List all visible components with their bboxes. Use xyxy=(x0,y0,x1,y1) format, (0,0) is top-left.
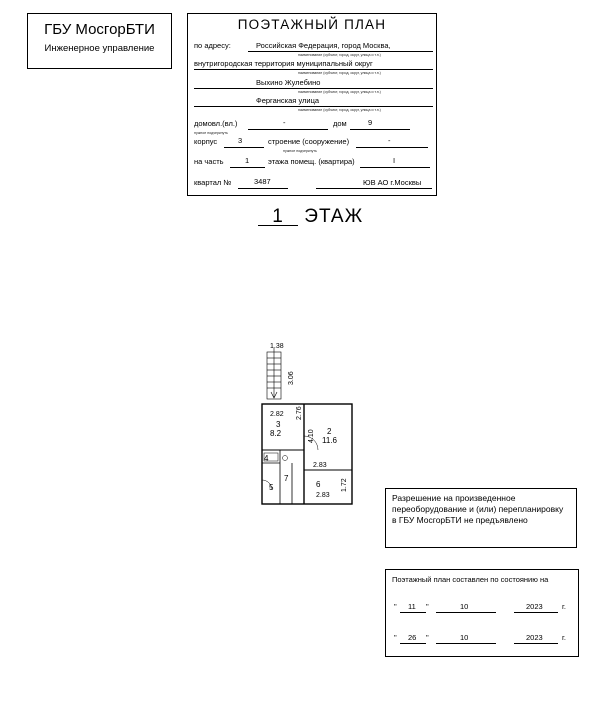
address-line-4: Ферганская улица xyxy=(256,96,320,105)
chast-label: на часть xyxy=(194,157,224,166)
hint-2: наименование (субъект, город, округ, улица и т.п.) xyxy=(298,71,381,75)
etazh-value: I xyxy=(393,156,396,165)
korpus-label: корпус xyxy=(194,137,218,146)
stroenie-label: строение (сооружение) xyxy=(268,137,350,146)
hint-1: наименование (субъект, город, округ, улица и т.п.) xyxy=(298,53,381,57)
permission-text: Разрешение на произведенное переоборудование и (или) перепланировку в ГБУ МосгорБТИ не предъявлено xyxy=(392,493,564,525)
dim-room6-w-top: 2.83 xyxy=(313,462,327,469)
room-2-area: 11.6 xyxy=(322,436,337,445)
org-name: ГБУ МосгорБТИ xyxy=(44,21,155,38)
dom-value: 9 xyxy=(368,118,373,127)
room-6-num: 6 xyxy=(316,480,321,489)
stamp-title: Поэтажный план составлен по состоянию на xyxy=(392,575,549,584)
room-2-num: 2 xyxy=(327,427,332,436)
room-3-area: 8.2 xyxy=(270,429,282,438)
kvartal-label: квартал № xyxy=(194,178,232,187)
address-line-1: Российская Федерация, город Москва, xyxy=(256,41,391,50)
chast-value: 1 xyxy=(245,156,250,165)
domovl-value: - xyxy=(283,118,286,127)
permission-box xyxy=(385,488,577,548)
dim-room6-w-bot: 2.83 xyxy=(316,492,330,499)
date2-day: 26 xyxy=(408,633,417,642)
office: ЮВ АО г.Москвы xyxy=(363,178,422,187)
address-line-3: Выхино Жулебино xyxy=(256,78,321,87)
floor-plan-header xyxy=(187,13,437,196)
hint-underline-2: нужное подчеркнуть xyxy=(283,149,317,153)
dim-room2-h: 4.10 xyxy=(308,429,315,443)
dim-room3-w: 2.82 xyxy=(270,411,284,418)
dim-room6-h: 1.72 xyxy=(341,478,348,492)
dim-stair-h: 3.06 xyxy=(288,371,295,385)
kvartal-value: 3487 xyxy=(254,177,271,186)
date-stamp-box: Поэтажный план составлен по состоянию на " 11 " 10 2023 г. " 26 " 10 2023 г. xyxy=(385,569,579,657)
hint-underline-1: нужное подчеркнуть xyxy=(194,131,228,135)
floor-word: ЭТАЖ xyxy=(304,206,364,227)
domovl-label: домовл.(вл.) xyxy=(194,119,238,128)
header-title: ПОЭТАЖНЫЙ ПЛАН xyxy=(237,17,387,32)
floor-label xyxy=(258,206,363,228)
room-4-num: 4 xyxy=(264,454,269,463)
floor-plan-drawing xyxy=(240,340,370,520)
date1-day: 11 xyxy=(408,602,416,611)
date1-suffix: г. xyxy=(562,602,566,611)
date1-month: 10 xyxy=(460,602,469,611)
room-3-num: 3 xyxy=(276,420,281,429)
hint-3: наименование (субъект, город, округ, улица и т.п.) xyxy=(298,90,381,94)
hint-4: наименование (субъект, город, округ, улица и т.п.) xyxy=(298,108,381,112)
org-department: Инженерное управление xyxy=(44,43,155,54)
org-box xyxy=(27,13,172,69)
room-7-num: 7 xyxy=(284,474,289,483)
date1-year: 2023 xyxy=(526,602,543,611)
date2-month: 10 xyxy=(460,633,469,642)
date2-suffix: г. xyxy=(562,633,566,642)
floor-number: 1 xyxy=(258,208,298,226)
address-label: по адресу: xyxy=(194,41,231,50)
date2-year: 2023 xyxy=(526,633,543,642)
etazh-label: этажа помещ. (квартира) xyxy=(268,157,355,166)
dom-label: дом xyxy=(333,119,347,128)
korpus-value: 3 xyxy=(238,136,243,145)
stroenie-value: - xyxy=(388,136,391,145)
address-line-2: внутригородская территория муниципальный округ xyxy=(194,59,373,68)
dim-stair-w: 1.38 xyxy=(270,343,284,350)
plan-svg xyxy=(240,340,370,520)
dim-276: 2.76 xyxy=(296,406,303,420)
room-5-num: 5 xyxy=(269,483,274,492)
